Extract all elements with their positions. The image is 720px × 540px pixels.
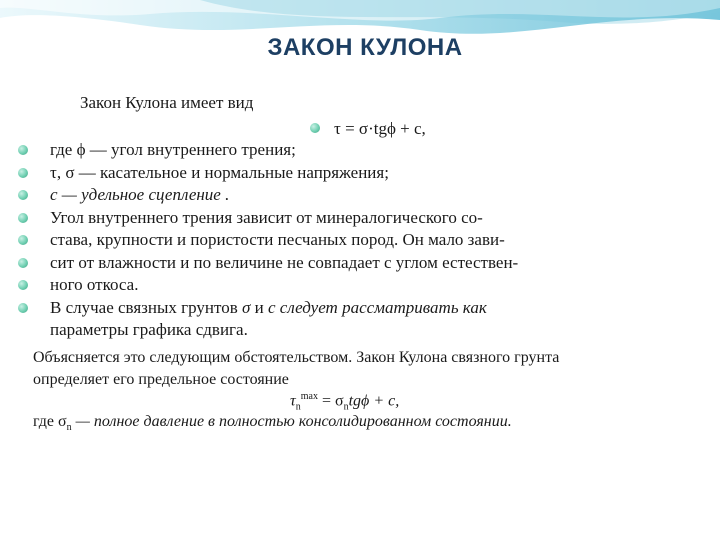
list-item-text: τ, σ — касательное и нормальные напряжения; xyxy=(50,162,389,182)
page-title: ЗАКОН КУЛОНА xyxy=(267,34,463,61)
list-item-text: где ϕ — угол внутреннего трения; xyxy=(50,140,296,159)
paragraph-line: определяет его предельное состояние xyxy=(33,371,289,388)
bullet-list xyxy=(18,139,708,342)
bullet-icon xyxy=(310,123,320,133)
formula-part: = σ xyxy=(317,392,344,410)
list-item xyxy=(18,162,708,185)
explanation-paragraph xyxy=(33,347,713,391)
superscript: max xyxy=(300,391,318,402)
list-item-text: В случае связных грунтов xyxy=(50,297,242,317)
list-item xyxy=(18,184,708,207)
subscript: n xyxy=(66,422,72,434)
bullet-icon xyxy=(18,168,28,178)
list-item xyxy=(18,207,708,230)
coulomb-formula-text: τ = σ·tgϕ + c, xyxy=(334,119,426,138)
formula-part: tgϕ + c, xyxy=(348,392,400,410)
list-item-text: сит от влажности и по величине не совпадает с углом естествен- xyxy=(50,252,519,272)
paragraph-line: Объясняется это следующим обстоятельством. Закон Кулона связного грунта xyxy=(33,349,560,366)
list-item-text: става, крупности и пористости песчаных пород. Он мало зави- xyxy=(50,230,505,249)
subscript: n xyxy=(343,401,349,413)
bullet-icon xyxy=(18,235,28,245)
list-item-text: с следует рассматривать как xyxy=(268,297,487,317)
list-item-text: и xyxy=(250,297,268,317)
list-item-text: с — удельное сцепление . xyxy=(50,185,230,204)
list-item xyxy=(18,297,708,320)
coulomb-formula xyxy=(310,119,426,139)
list-item xyxy=(18,139,708,162)
definition-line xyxy=(33,413,512,433)
sigma-symbol: σ xyxy=(242,297,251,317)
list-item xyxy=(18,252,708,275)
bullet-icon xyxy=(18,213,28,223)
limit-state-formula xyxy=(290,391,399,413)
subscript: n xyxy=(295,401,301,413)
intro-text: Закон Кулона имеет вид xyxy=(80,93,254,112)
list-item xyxy=(18,274,708,297)
list-item-text: Угол внутреннего трения зависит от минералогического со- xyxy=(50,207,483,227)
list-item-continuation xyxy=(18,319,708,342)
bullet-icon xyxy=(18,145,28,155)
bullet-icon xyxy=(18,258,28,268)
list-item-text: ного откоса. xyxy=(50,275,139,294)
list-item xyxy=(18,229,708,252)
definition-text: — полное давление в полностью консолидированном состоянии. xyxy=(71,413,512,430)
bullet-icon xyxy=(18,303,28,313)
definition-text: где σ xyxy=(33,413,67,430)
list-item-text: параметры графика сдвига. xyxy=(50,320,248,339)
tau-symbol: τ xyxy=(290,392,296,410)
bullet-icon xyxy=(18,280,28,290)
bullet-icon xyxy=(18,190,28,200)
